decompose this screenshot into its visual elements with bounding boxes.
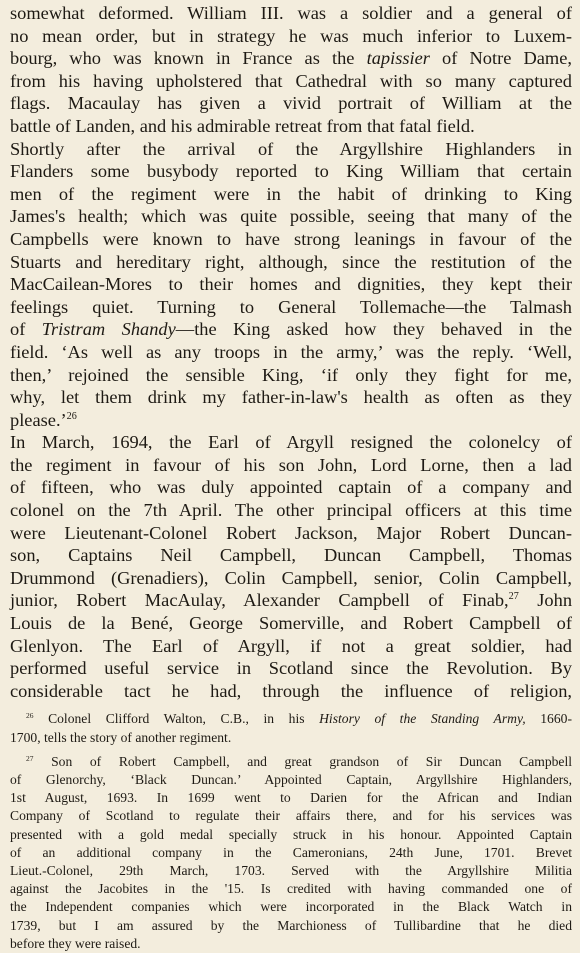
text-line: considerable tact he had, through the influence of religion, bbox=[10, 680, 572, 701]
text-line: battle of Landen, and his admirable retreat from that fatal field. bbox=[10, 115, 475, 136]
text-line bbox=[10, 409, 572, 432]
italic-title: Tristram Shandy bbox=[41, 319, 176, 340]
footnote-number: 26 bbox=[26, 711, 34, 721]
footnote-line: Lieut.-Colonel, 29th March, 1703. Served with the Argyllshire Militia bbox=[10, 863, 572, 879]
footnote-27 bbox=[10, 753, 572, 771]
footnote-line: presented with a gold medal specially struck in his honour. Appointed Captain bbox=[10, 826, 572, 842]
text-line: why, let them drink my father-in-law's health as often as they bbox=[10, 387, 572, 408]
footnote-line: 1700, tells the story of another regiment. bbox=[10, 729, 232, 745]
text-line: of fifteen, who was duly appointed captain of a company and bbox=[10, 477, 572, 498]
footnote-line: against the Jacobites in the '15. Is credited with having commanded one of bbox=[10, 881, 572, 897]
footnote-line: before they were raised. bbox=[10, 935, 141, 951]
text-line: In March, 1694, the Earl of Argyll resigned the colonelcy of bbox=[10, 432, 572, 453]
text-line: Shortly after the arrival of the Argyllshire Highlanders in bbox=[10, 138, 572, 159]
text-line: field. ‘As well as any troops in the army,’ was the reply. ‘Well, bbox=[10, 341, 572, 362]
text-line: Campbells were known to have strong leanings in favour of the bbox=[10, 228, 572, 249]
footnotes bbox=[10, 710, 572, 953]
text-line: the regiment in favour of his son John, Lord Lorne, then a lad bbox=[10, 454, 572, 475]
text-line: then,’ rejoined the sensible King, ‘if only they fight for me, bbox=[10, 364, 572, 385]
text-line: Glenlyon. The Earl of Argyll, if not a great soldier, had bbox=[10, 635, 572, 656]
text-fragment: 1660- bbox=[525, 711, 572, 727]
body-text bbox=[10, 2, 572, 702]
footnote-line: the Independent companies which were incorporated in the Black Watch in bbox=[10, 899, 572, 915]
text-line: Stuarts and hereditary right, although, since the restitution of the bbox=[10, 251, 572, 272]
text-line: flags. Macaulay has given a vivid portrait of William at the bbox=[10, 93, 572, 114]
text-line: bourg, who was known in France as the tapissier of Notre Dame, bbox=[10, 48, 572, 69]
footnote-line: 1739, but I am assured by the Marchioness of Tullibardine that he died bbox=[10, 917, 572, 933]
italic-title: History of the Standing Army, bbox=[319, 711, 526, 727]
text-line: from his having upholstered that Cathedral with so many captured bbox=[10, 70, 572, 91]
footnote-26 bbox=[10, 710, 572, 728]
text-line: James's health; which was quite possible, seeing that many of the bbox=[10, 206, 572, 227]
footnote-ref-27[interactable]: 27 bbox=[508, 591, 519, 603]
footnote-number: 27 bbox=[26, 753, 34, 763]
text-line: son, Captains Neil Campbell, Duncan Campbell, Thomas bbox=[10, 545, 572, 566]
italic-term: tapissier bbox=[366, 48, 430, 69]
footnote-line: 1st August, 1693. In 1699 went to Darien for the African and Indian bbox=[10, 790, 572, 806]
text-line: colonel on the 7th April. The other principal officers at this time bbox=[10, 500, 572, 521]
footnote-line: of Glenorchy, ‘Black Duncan.’ Appointed Captain, Argyllshire Highlanders, bbox=[10, 772, 572, 788]
text-line bbox=[10, 589, 572, 612]
text-line: feelings quiet. Turning to General Tollemache—the Talmash bbox=[10, 296, 572, 317]
text-line: men of the regiment were in the habit of drinking to King bbox=[10, 183, 572, 204]
text-line: no mean order, but in strategy he was much inferior to Luxem- bbox=[10, 25, 572, 46]
text-line: of Tristram Shandy—the King asked how they behaved in the bbox=[10, 319, 572, 340]
footnote-line: of an additional company in the Cameronians, 24th June, 1701. Brevet bbox=[10, 844, 572, 860]
text-fragment: please.’ bbox=[10, 409, 67, 430]
text-fragment: John bbox=[518, 590, 573, 611]
text-line: were Lieutenant-Colonel Robert Jackson, Major Robert Duncan- bbox=[10, 522, 572, 543]
text-line: somewhat deformed. William III. was a soldier and a general of bbox=[10, 3, 572, 23]
text-line: Louis de la Bené, George Somerville, and Robert Campbell of bbox=[10, 613, 572, 634]
text-line: Flanders some busybody reported to King William that certain bbox=[10, 161, 572, 182]
footnote-line: Company of Scotland to regulate their affairs there, and for his services was bbox=[10, 808, 572, 824]
text-line: performed useful service in Scotland since the Revolution. By bbox=[10, 658, 572, 679]
text-fragment: junior, Robert MacAulay, Alexander Campbell of Finab, bbox=[10, 590, 509, 611]
text-fragment: Colonel Clifford Walton, C.B., in his bbox=[33, 711, 320, 727]
text-line: MacCailean-Mores to their homes and dignities, they kept their bbox=[10, 274, 572, 295]
footnote-ref-26[interactable]: 26 bbox=[66, 410, 77, 422]
text-fragment: Son of Robert Campbell, and great grandson of Sir Duncan Campbell bbox=[33, 753, 572, 769]
text-line: Drummond (Grenadiers), Colin Campbell, senior, Colin Campbell, bbox=[10, 567, 572, 588]
